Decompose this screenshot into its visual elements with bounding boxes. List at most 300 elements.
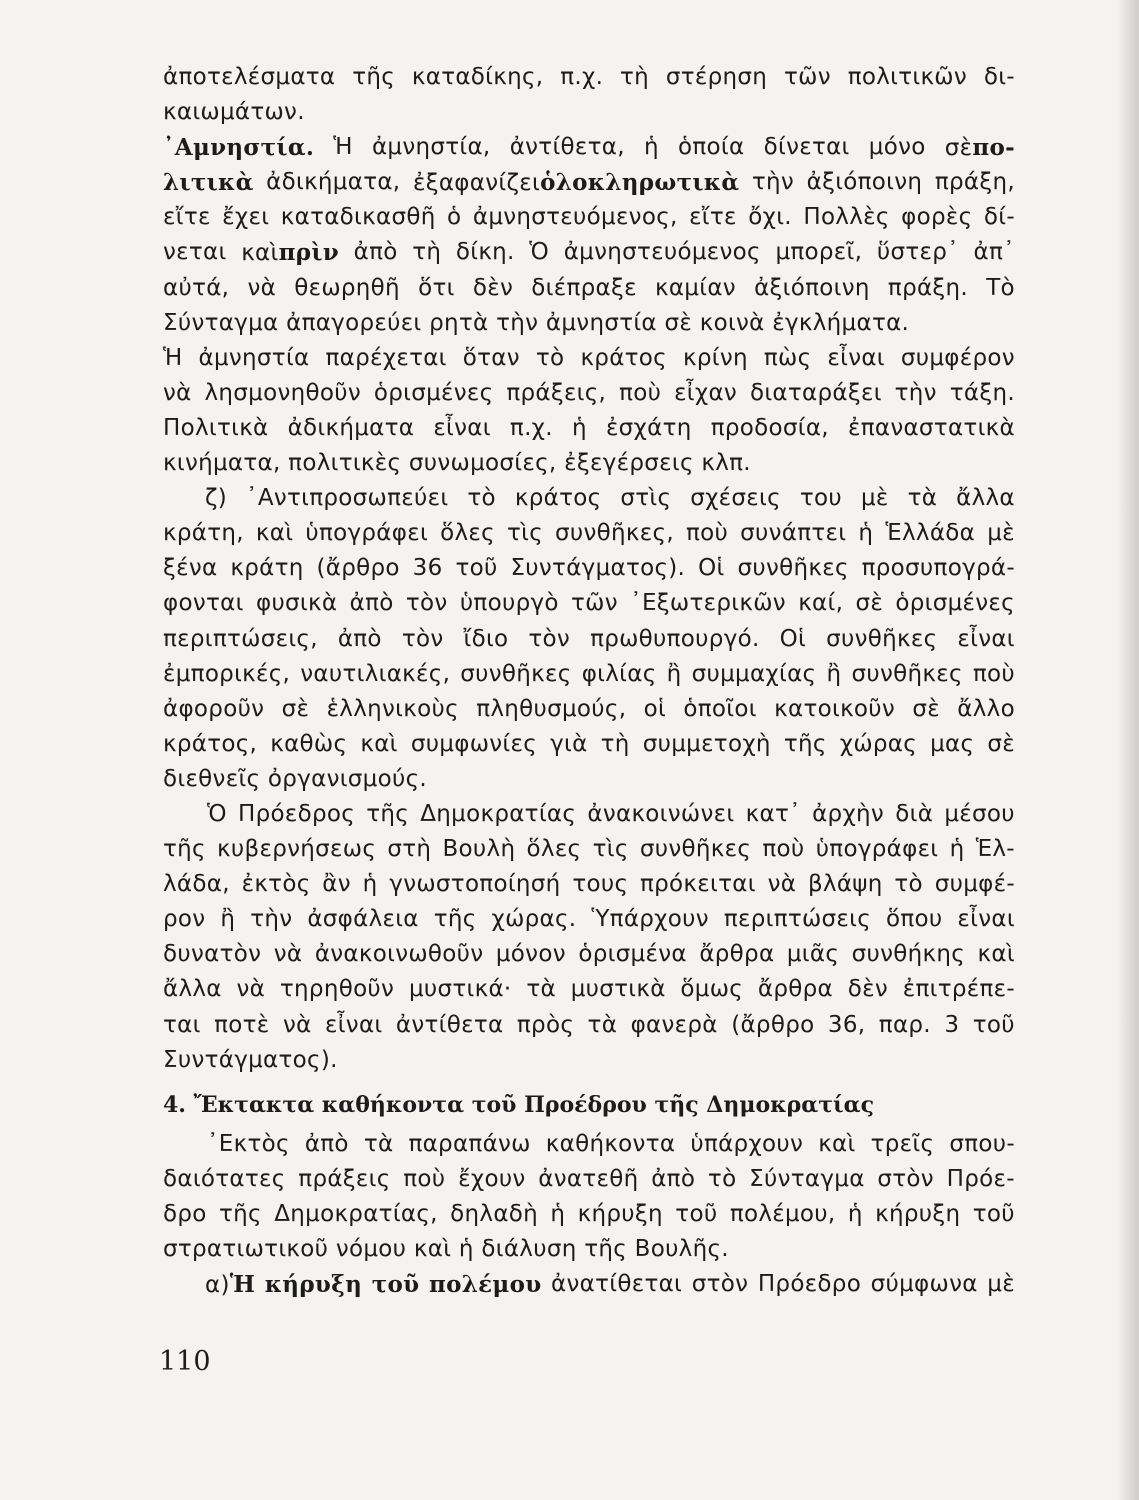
- word: ὁ: [447, 204, 462, 231]
- word: συνθῆκες: [851, 660, 963, 687]
- word: 36,: [827, 1011, 866, 1038]
- word: σπου-: [949, 1130, 1015, 1157]
- word: ἀμνηστευόμενος: [563, 239, 761, 266]
- word: ἡ: [571, 414, 587, 441]
- word: ποὺ: [403, 1165, 446, 1192]
- word: τῆς: [366, 800, 410, 827]
- word: μὲ: [987, 1271, 1015, 1298]
- word: του: [799, 485, 842, 512]
- word: προδοσία,: [710, 414, 829, 441]
- word: τὸ: [894, 871, 923, 898]
- word: καθὼς: [270, 730, 348, 757]
- word: συμφέ-: [934, 871, 1015, 898]
- section-heading: 4. Ἔκτακτα καθήκοντα τοῦ Προέδρου τῆς Δημοκρατίας: [163, 1091, 874, 1118]
- word: ἀπὸ: [651, 1165, 696, 1192]
- word: πρὸς: [516, 1011, 575, 1038]
- word: τῆς: [163, 836, 206, 863]
- word: τὴ: [412, 239, 442, 266]
- word: πράξη,: [934, 169, 1015, 196]
- word: πράξεις: [298, 1165, 391, 1192]
- word: ἀπὸ: [349, 590, 394, 617]
- text-segment: Συντάγματος).: [163, 1046, 338, 1073]
- word: τῶν: [571, 590, 618, 617]
- word: τὰ: [526, 976, 556, 1003]
- word: α)Ἡ: [205, 1271, 256, 1299]
- word: συνθῆκες: [639, 836, 752, 863]
- word: ἂν: [322, 871, 351, 898]
- word: κράτος: [514, 485, 602, 512]
- word: σὲ: [281, 695, 310, 722]
- text-block-extraordinary-duties: [163, 1127, 1015, 1302]
- word: διέπραξε: [531, 274, 637, 301]
- text-segment: Σύνταγμα ἀπαγορεύει ρητὰ τὴν ἀμνηστία σὲ κοινὰ ἐγκλήματα.: [163, 309, 910, 336]
- word: ἴδιο: [463, 625, 509, 652]
- word: ὅλες: [440, 520, 495, 547]
- word: δι-: [983, 64, 1015, 90]
- word: ὅμως: [680, 976, 744, 1003]
- text-line: [163, 1267, 1015, 1302]
- word: νὰ: [163, 379, 192, 406]
- word: ἀντίθετα,: [509, 134, 625, 161]
- word: τὴ: [620, 64, 650, 90]
- page-edge-shadow: [1117, 0, 1139, 1500]
- word: σύμφωνα: [870, 1271, 978, 1298]
- word: δηλαδὴ: [450, 1201, 539, 1227]
- text-line: [163, 972, 1015, 1007]
- word: ποὺ: [972, 660, 1015, 687]
- word: συμφωνίες: [410, 730, 538, 757]
- word: ποὺ: [685, 520, 729, 547]
- word: κατ᾿: [745, 800, 801, 827]
- word: πράξεις,: [506, 379, 607, 406]
- word: οἱ: [643, 695, 667, 722]
- word: συνθῆκες: [460, 660, 572, 687]
- text-line: [163, 622, 1015, 657]
- word: ἀνακοινωθοῦν: [314, 941, 484, 968]
- word: ὑπάρχουν: [690, 1130, 804, 1157]
- word: προσυπογρά-: [861, 555, 1015, 582]
- word: τὸν: [401, 625, 444, 652]
- word: τὸν: [405, 590, 448, 617]
- word: δίνεται: [763, 134, 850, 161]
- word: ᾿Εκτὸς: [207, 1130, 290, 1157]
- word: ἡ: [644, 134, 659, 161]
- word: ἡ: [847, 1201, 863, 1227]
- word: μιᾶς: [786, 941, 840, 968]
- text-line: [163, 165, 1015, 200]
- word: Ὑπάρχουν: [591, 906, 709, 933]
- word: φανερὰ: [630, 1011, 718, 1038]
- word: τῶν: [784, 64, 831, 90]
- word: τοῦ: [972, 1011, 1015, 1038]
- word: τάξη.: [949, 379, 1015, 406]
- word: Ἡ: [163, 344, 183, 371]
- word: σὲπο-: [944, 134, 1015, 162]
- word: τηρηθοῦν: [279, 976, 395, 1003]
- text-line: [163, 130, 1015, 165]
- word: στὴ: [387, 836, 432, 863]
- word: ἀφοροῦν: [163, 695, 265, 722]
- word: τὰ: [363, 1130, 394, 1157]
- word: Ὁ: [529, 239, 550, 266]
- text-line: [163, 446, 1015, 481]
- word: ἔχουν: [458, 1165, 526, 1192]
- word: νὰ: [273, 941, 303, 968]
- word: σχέσεις: [690, 485, 781, 512]
- word: Πρόεδρος: [238, 800, 356, 827]
- word: Δημοκρατίας,: [274, 1201, 438, 1227]
- text-line: [163, 727, 1015, 762]
- text-line: [163, 1232, 1015, 1267]
- word: ἢ: [826, 660, 842, 687]
- word: περιπτώσεις,: [163, 625, 318, 652]
- word: (ἄρθρο: [731, 1011, 815, 1038]
- word: λιτικὰ: [163, 169, 254, 197]
- text-line: [163, 1043, 1015, 1078]
- text-line: [163, 271, 1015, 306]
- word: ὅταν: [462, 344, 520, 371]
- word: πολέμου: [428, 1271, 542, 1299]
- text-segment: διεθνεῖς ὀργανισμούς.: [163, 765, 428, 792]
- word: 3: [944, 1011, 960, 1038]
- text-line: [163, 797, 1015, 832]
- word: λησμονηθοῦν: [204, 379, 361, 406]
- word: ὁποία: [678, 134, 745, 161]
- word: γνωστοποίησή: [389, 871, 561, 898]
- word: στὸν: [877, 1165, 934, 1192]
- word: δαιότατες: [163, 1165, 286, 1192]
- word: συμμετοχὴ: [642, 730, 771, 757]
- word: Βουλὴ: [442, 836, 516, 863]
- word: Ἑλλάδα: [885, 520, 976, 547]
- word: συνθήκης: [851, 941, 966, 968]
- word: λάδα,: [163, 871, 230, 898]
- word: πολέμου,: [729, 1201, 836, 1227]
- word: ὁρισμένες: [373, 379, 494, 406]
- word: πράξη.: [887, 274, 969, 301]
- word: παραπάνω: [408, 1130, 531, 1157]
- text-line: [163, 60, 1015, 95]
- word: ἐσχάτη: [605, 414, 692, 441]
- text-line: [163, 762, 1015, 797]
- word: τῆς: [352, 64, 396, 90]
- word: κατοικοῦν: [774, 695, 896, 722]
- text-line: [163, 1127, 1015, 1162]
- word: ἐκτὸς: [241, 871, 311, 898]
- word: τοῦ: [455, 555, 498, 582]
- word: εἴτε: [689, 204, 737, 231]
- word: πρόκειται: [640, 871, 756, 898]
- word: αὐτά,: [163, 274, 230, 301]
- word: ἀσφάλεια: [307, 906, 419, 933]
- word: τῆς: [433, 906, 477, 933]
- word: ἄρθρα: [757, 976, 833, 1003]
- word: ἀρχὴν: [812, 800, 885, 827]
- word: ἄλλα: [163, 976, 222, 1003]
- word: καί,: [798, 590, 844, 617]
- word: τους: [572, 871, 629, 898]
- word: ὕστερ᾿: [876, 239, 959, 266]
- word: ἀπὸ: [353, 239, 398, 266]
- word: Οἱ: [779, 625, 807, 652]
- word: μόνον: [495, 941, 566, 968]
- word: πληθυσμούς,: [476, 695, 627, 722]
- word: κράτος: [580, 344, 667, 371]
- word: εἶναι: [827, 344, 885, 371]
- word: καὶπρὶν: [241, 239, 340, 267]
- word: ναυτιλιακές,: [300, 660, 451, 687]
- word: κράτη: [230, 555, 304, 582]
- word: ἡ: [949, 836, 965, 863]
- word: στὶς: [620, 485, 672, 512]
- word: φονται: [163, 590, 244, 617]
- word: φιλίας: [581, 660, 657, 687]
- word: ἡ: [550, 1201, 566, 1227]
- text-line: [163, 1197, 1015, 1232]
- word: ἡ: [858, 520, 874, 547]
- text-line: [163, 516, 1015, 551]
- word: τὸ: [535, 344, 565, 371]
- word: βλάψη: [807, 871, 883, 898]
- word: ᾿Εξωτερικῶν: [630, 590, 786, 617]
- text-line: [163, 902, 1015, 937]
- book-page-text: [163, 60, 1015, 1302]
- word: πὼς: [763, 344, 812, 371]
- word: ἀξιόποινη: [754, 274, 870, 301]
- word: τὶς: [506, 520, 543, 547]
- word: μόνο: [868, 134, 926, 161]
- word: π.χ.: [509, 414, 553, 441]
- text-line: [163, 376, 1015, 411]
- word: εἶχαν: [674, 379, 738, 406]
- word: Πολιτικὰ: [163, 414, 269, 441]
- word: ζ): [205, 485, 228, 512]
- word: ὄχι.: [748, 204, 792, 231]
- word: ξένα: [163, 555, 218, 582]
- word: ἀνακοινώνει: [587, 800, 735, 827]
- word: διαταράξει: [749, 379, 882, 406]
- text-line: [163, 200, 1015, 235]
- text-line: [163, 235, 1015, 270]
- word: νεται: [163, 239, 227, 266]
- text-segment: κινήματα, πολιτικὲς συνωμοσίες, ἐξεγέρσεις κλπ.: [163, 450, 751, 477]
- word: Πολλὲς: [803, 204, 890, 231]
- word: ποὺ: [619, 379, 662, 406]
- word: ὅπου: [885, 906, 943, 933]
- word: ἐπιτρέπε-: [902, 976, 1015, 1003]
- word: συμφέρον: [900, 344, 1015, 371]
- word: ἄλλα: [956, 485, 1015, 512]
- text-line: [163, 481, 1015, 516]
- text-segment: καιωμάτων.: [163, 99, 305, 126]
- word: εἶναι: [433, 414, 491, 441]
- word: ται: [163, 1011, 201, 1038]
- word: Πρόε-: [946, 1165, 1015, 1192]
- word: μυστικά·: [408, 976, 512, 1003]
- page-number: 110: [159, 1346, 211, 1377]
- word: κυβερνήσεως: [217, 836, 377, 863]
- word: εἴτε: [163, 204, 211, 231]
- word: κήρυξη: [264, 1271, 363, 1299]
- word: π.χ.: [560, 64, 604, 90]
- text-line: [163, 306, 1015, 341]
- word: τὴν: [250, 906, 293, 933]
- word: ἐμπορικές,: [163, 660, 291, 687]
- word: ἀπὸ: [304, 1130, 349, 1157]
- word: τὸ: [467, 485, 496, 512]
- word: Ὁ: [207, 800, 227, 827]
- word: τὸ: [707, 1165, 737, 1192]
- word: περιπτώσεις: [723, 906, 872, 933]
- word: συνθῆκες,: [555, 520, 674, 547]
- word: σὲ: [912, 695, 940, 722]
- word: ρον: [163, 906, 206, 933]
- word: 36: [412, 555, 443, 582]
- word: κήρυξη: [577, 1201, 663, 1227]
- word: χώρας.: [491, 906, 577, 933]
- word: δίκη.: [455, 239, 515, 266]
- word: Πρόεδρο: [757, 1271, 862, 1298]
- word: Ἡ: [333, 134, 353, 161]
- word: ποτὲ: [214, 1011, 270, 1038]
- word: νὰ: [767, 871, 797, 898]
- word: παρ.: [878, 1011, 931, 1038]
- word: τοῦ: [675, 1201, 718, 1227]
- word: ἄλλο: [957, 695, 1015, 722]
- word: κρίνη: [682, 344, 748, 371]
- word: Οἱ: [698, 555, 725, 582]
- text-line: [163, 1162, 1015, 1197]
- word: διὰ: [895, 800, 934, 827]
- word: ἀντίθετα: [395, 1011, 504, 1038]
- word: μας: [930, 730, 975, 757]
- word: τοῦ: [972, 1201, 1015, 1227]
- word: ἀμνηστία,: [371, 134, 491, 161]
- word: ὑπογράφει: [305, 520, 429, 547]
- word: δρο: [163, 1201, 207, 1227]
- word: ὅλες: [526, 836, 582, 863]
- word: σὲ: [987, 730, 1015, 757]
- word: καὶ: [360, 730, 398, 757]
- word: γιὰ: [550, 730, 588, 757]
- word: καταδίκης,: [411, 64, 544, 90]
- word: καὶ: [977, 941, 1015, 968]
- word: εἶναι: [324, 1011, 383, 1038]
- word: ἡ: [362, 871, 378, 898]
- text-line: [163, 867, 1015, 902]
- word: ἀπὸ: [337, 625, 382, 652]
- word: κράτη,: [163, 520, 244, 547]
- word: ἀξιόποινη: [806, 169, 923, 196]
- word: ἐξαφανίζειὁλοκληρωτικὰ: [412, 169, 740, 197]
- word: μέσου: [944, 800, 1015, 827]
- word: ὁρισμένες: [895, 590, 1015, 617]
- word: δυνατὸν: [163, 941, 262, 968]
- word: τοῦ: [371, 1271, 420, 1299]
- word: κήρυξη: [875, 1201, 961, 1227]
- word: καθήκοντα: [545, 1130, 676, 1157]
- word: ἀπ᾿: [973, 239, 1015, 266]
- word: ἔχει: [222, 204, 270, 231]
- word: τὴν: [894, 379, 937, 406]
- text-line: [163, 692, 1015, 727]
- word: εἶναι: [957, 906, 1015, 933]
- word: τὰ: [587, 1011, 618, 1038]
- text-line: [163, 586, 1015, 621]
- word: Δημοκρατίας: [420, 800, 577, 827]
- word: θεωρηθῆ: [294, 274, 400, 301]
- word: νὰ: [247, 274, 277, 301]
- word: τὸν: [528, 625, 571, 652]
- word: ἀδικήματα: [287, 414, 415, 441]
- word: τὶς: [592, 836, 629, 863]
- word: πολιτικῶν: [847, 64, 968, 90]
- word: συνθῆκες: [737, 555, 849, 582]
- text-line: [163, 657, 1015, 692]
- word: δὲν: [847, 976, 888, 1003]
- text-line: [163, 832, 1015, 867]
- word: ὅτι: [418, 274, 455, 301]
- word: συνάπτει: [740, 520, 847, 547]
- word: ἀνατεθῆ: [538, 1165, 639, 1192]
- word: καμίαν: [654, 274, 736, 301]
- word: στὸν: [691, 1271, 749, 1298]
- word: τὴν: [751, 169, 795, 196]
- word: τῆς: [783, 730, 827, 757]
- word: δὲν: [472, 274, 514, 301]
- word: σὲ: [855, 590, 884, 617]
- word: καὶ: [255, 520, 294, 547]
- word: ᾿Αμνηστία.: [163, 134, 315, 162]
- word: ἢ: [220, 906, 236, 933]
- word: φορὲς: [901, 204, 973, 231]
- word: φυσικὰ: [255, 590, 338, 617]
- word: στέρηση: [665, 64, 768, 90]
- word: ἀμνηστία: [198, 344, 310, 371]
- word: εἶναι: [957, 625, 1015, 652]
- word: ἑλληνικοὺς: [326, 695, 459, 722]
- word: (ἄρθρο: [316, 555, 400, 582]
- word: ὑπουργὸ: [459, 590, 559, 617]
- text-line: [163, 95, 1015, 130]
- word: ἀποτελέσματα: [163, 64, 336, 90]
- word: δί-: [983, 204, 1015, 231]
- word: ὁποῖοι: [683, 695, 757, 722]
- word: Συντάγματος).: [510, 555, 686, 582]
- word: μπορεῖ,: [775, 239, 863, 266]
- text-line: [163, 551, 1015, 586]
- word: καὶ: [818, 1130, 856, 1157]
- text-line: [163, 341, 1015, 376]
- word: νὰ: [236, 976, 266, 1003]
- word: ἐπαναστατικὰ: [847, 414, 1015, 441]
- word: καταδικασθῆ: [280, 204, 436, 231]
- text-line: [163, 1008, 1015, 1043]
- text-line: [163, 937, 1015, 972]
- word: συνθῆκες: [826, 625, 938, 652]
- text-segment: στρατιωτικοῦ νόμου καὶ ἡ διάλυση τῆς Βουλῆς.: [163, 1236, 729, 1263]
- word: συμμαχίας: [691, 660, 817, 687]
- word: παρέχεται: [325, 344, 447, 371]
- word: ποὺ: [762, 836, 805, 863]
- word: τῆς: [219, 1201, 262, 1227]
- word: μὲ: [987, 520, 1015, 547]
- word: πρωθυπουργό.: [590, 625, 760, 652]
- word: μυστικὰ: [570, 976, 666, 1003]
- word: μὲ: [860, 485, 889, 512]
- word: Σύνταγμα: [749, 1165, 865, 1192]
- word: τρεῖς: [870, 1130, 935, 1157]
